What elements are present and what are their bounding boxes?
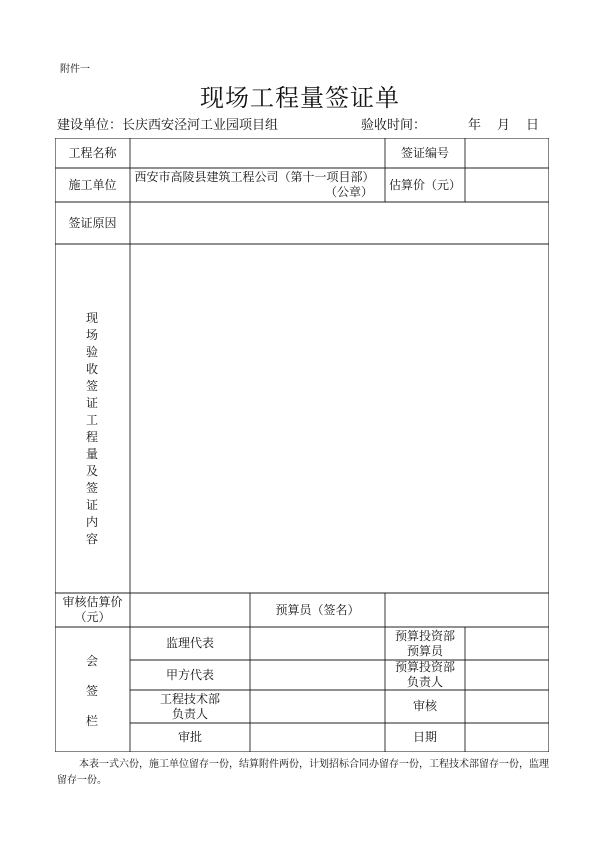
approval-label: 审批 [177,730,202,744]
review-label: 审核 [412,699,437,713]
countersign-label: 会签栏 [85,654,98,728]
visa-content-field[interactable] [130,244,549,593]
tech-dept-sign-field[interactable] [250,690,385,723]
visa-content-label: 现场验收签证工程量及签证内容 [85,311,98,546]
invest-budgeter-line1: 预算投资部 [394,628,455,643]
footer-note: 本表一式六份，施工单位留存一份，结算附件两份，计划招标合同办留存一份，工程技术部留存一份，监理留存一份。 [57,759,549,786]
invest-head-label [385,660,465,690]
review-field[interactable] [465,690,549,723]
day-label: 日 [526,118,540,133]
invest-budgeter-line2: 预算员 [406,643,443,658]
month-label: 月 [497,118,511,133]
budgeter-sign-label: 预算员（签名） [275,602,360,617]
owner-label: 甲方代表 [165,667,214,682]
tech-dept-label [130,690,250,723]
project-name-label: 工程名称 [68,145,117,160]
project-name-field[interactable] [130,138,385,168]
contractor-name: 西安市高陵县建筑工程公司（第十一项目部） [134,170,375,184]
acceptance-time-label: 验收时间： [361,118,427,133]
visa-reason-label: 签证原因 [68,215,117,230]
supervisor-sign-field[interactable] [250,627,385,660]
visa-form-table [55,138,549,752]
contractor-value [130,168,385,202]
estimate-field[interactable] [465,168,549,202]
page-title: 现场工程量签证单 [200,84,400,112]
audit-estimate-label-line2: （元） [74,610,111,624]
contractor-label: 施工单位 [68,177,117,192]
contractor-seal: （公章） [324,185,373,199]
invest-head-field[interactable] [465,660,549,690]
tech-dept-line1: 工程技术部 [159,691,220,706]
estimate-label: 估算价（元） [388,177,461,192]
visa-number-label: 签证编号 [400,145,449,160]
audit-estimate-field[interactable] [130,593,250,627]
visa-number-field[interactable] [465,138,549,168]
owner-sign-field[interactable] [250,660,385,690]
audit-estimate-label [55,593,130,627]
budgeter-sign-field[interactable] [385,593,549,627]
audit-estimate-label-line1: 审核估算价 [62,595,123,609]
invest-budgeter-label [385,627,465,660]
year-label: 年 [468,118,482,133]
attachment-label: 附件一 [60,64,90,75]
builder-unit: 建设单位：长庆西安泾河工业园项目组 [57,118,279,133]
invest-head-line1: 预算投资部 [394,660,455,674]
invest-budgeter-field[interactable] [465,627,549,660]
invest-head-line2: 负责人 [406,675,443,689]
date-field[interactable] [465,723,549,752]
approval-field[interactable] [250,723,385,752]
acceptance-date [468,114,539,133]
supervisor-label: 监理代表 [165,636,214,650]
tech-dept-line2: 负责人 [171,706,208,721]
date-label: 日期 [412,730,437,744]
visa-reason-field[interactable] [130,202,549,244]
